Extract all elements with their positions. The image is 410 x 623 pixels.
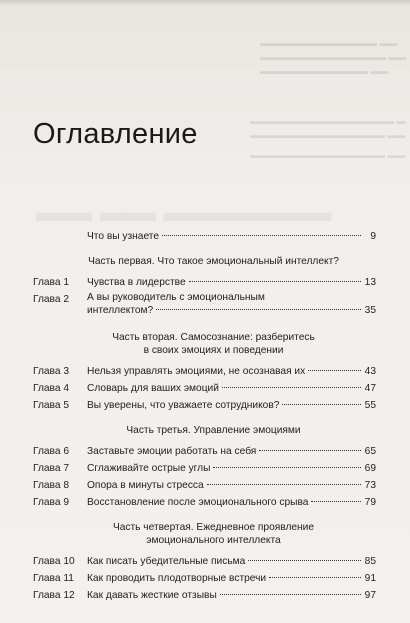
table-of-contents <box>33 228 376 604</box>
chapter-label: Глава 3 <box>33 366 70 377</box>
chapter-page: 35 <box>364 305 376 316</box>
toc-chapter-entry <box>33 363 376 380</box>
chapter-page: 73 <box>364 480 376 491</box>
chapter-title: Чувства в лидерстве <box>87 277 186 288</box>
chapter-page: 43 <box>364 366 376 377</box>
leader-dots <box>248 560 361 561</box>
part-heading <box>33 255 376 268</box>
leader-dots <box>282 404 361 405</box>
show-through-text: ▬▬▬▬▬▬▬▬▬▬▬▬▬▬▬ ▬▬ <box>250 130 406 140</box>
part-heading <box>33 521 376 547</box>
part-heading <box>33 331 376 357</box>
chapter-title: Нельзя управлять эмоциями, не осознавая их <box>87 366 306 377</box>
chapter-label: Глава 6 <box>33 446 70 457</box>
chapter-label: Глава 8 <box>33 480 70 491</box>
show-through-text: ▬▬▬▬▬▬▬▬▬▬▬▬▬ ▬▬ <box>260 38 398 48</box>
chapter-label: Глава 9 <box>33 497 70 508</box>
chapter-page: 47 <box>364 383 376 394</box>
leader-dots <box>156 309 361 310</box>
part-heading-line: эмоционального интеллекта <box>146 535 281 546</box>
chapter-page: 65 <box>364 446 376 457</box>
chapter-title: Словарь для ваших эмоций <box>87 383 219 394</box>
chapter-label: Глава 7 <box>33 463 70 474</box>
chapter-title-line: интеллектом? <box>87 305 154 316</box>
toc-intro-entry <box>33 228 376 245</box>
part-heading-line: Часть третья. Управление эмоциями <box>126 425 301 436</box>
toc-chapter-entry <box>33 443 376 460</box>
chapter-title: Заставьте эмоции работать на себя <box>87 446 257 457</box>
leader-dots <box>259 450 361 451</box>
chapter-page: 69 <box>364 463 376 474</box>
leader-dots <box>213 467 361 468</box>
toc-chapter-entry <box>33 477 376 494</box>
part-heading-line: Часть вторая. Самосознание: разберитесь <box>112 332 315 343</box>
show-through-text: ▬▬▬▬▬▬▬▬▬▬▬▬▬▬ ▬▬ <box>260 52 407 62</box>
chapter-title-line: А вы руководитель с эмоциональным <box>87 292 265 303</box>
chapter-title: Вы уверены, что уважаете сотрудников? <box>87 400 280 411</box>
chapter-title: Опора в минуты стресса <box>87 480 204 491</box>
chapter-page: 79 <box>364 497 376 508</box>
show-through-text: ▬▬▬▬▬▬▬▬▬▬▬▬▬▬▬▬ ▬ <box>250 116 406 126</box>
toc-chapter-entry <box>33 587 376 604</box>
toc-chapter-entry <box>33 494 376 511</box>
show-through-text: ▬▬▬▬▬▬▬▬▬▬▬▬ ▬▬ <box>260 66 389 76</box>
chapter-label: Глава 12 <box>33 590 75 601</box>
page-title: Оглавление <box>33 118 198 151</box>
toc-parts <box>33 255 376 604</box>
part-heading <box>33 424 376 437</box>
page-edge-shadow <box>0 0 410 6</box>
leader-dots <box>222 387 361 388</box>
toc-chapter-entry <box>33 274 376 291</box>
part-heading-line: в своих эмоциях и поведении <box>143 345 284 356</box>
chapter-title: Восстановление после эмоционального срыва <box>87 497 309 508</box>
chapter-label: Глава 4 <box>33 383 70 394</box>
toc-chapter-entry <box>33 553 376 570</box>
chapter-page: 13 <box>364 277 376 288</box>
toc-chapter-entry <box>33 570 376 587</box>
leader-dots <box>308 370 361 371</box>
toc-chapter-entry <box>33 460 376 477</box>
chapter-title: Как писать убедительные письма <box>87 556 246 567</box>
toc-intro-title: Что вы узнаете <box>87 231 160 242</box>
chapter-page: 85 <box>364 556 376 567</box>
toc-chapter-entry <box>33 291 376 321</box>
chapter-label: Глава 10 <box>33 556 75 567</box>
chapter-label: Глава 2 <box>33 294 70 305</box>
leader-dots <box>189 281 361 282</box>
chapter-page: 55 <box>364 400 376 411</box>
chapter-page: 97 <box>364 590 376 601</box>
chapter-label: Глава 5 <box>33 400 70 411</box>
part-heading-line: Часть четвертая. Ежедневное проявление <box>112 522 315 533</box>
leader-dots <box>311 501 361 502</box>
leader-dots <box>220 594 361 595</box>
leader-dots <box>269 577 361 578</box>
show-through-text: ▬▬ ▬▬ ▬▬▬▬▬▬ <box>36 196 332 227</box>
show-through-text: ▬▬▬▬▬▬▬▬▬▬▬▬▬▬▬ ▬▬ <box>250 150 406 160</box>
chapter-title: Как давать жесткие отзывы <box>87 590 217 601</box>
toc-chapter-entry <box>33 397 376 414</box>
chapter-title: Как проводить плодотворные встречи <box>87 573 267 584</box>
chapter-page: 91 <box>364 573 376 584</box>
part-heading-line: Часть первая. Что такое эмоциональный интеллект? <box>88 256 339 267</box>
chapter-label: Глава 11 <box>33 573 74 584</box>
chapter-title: Сглаживайте острые углы <box>87 463 211 474</box>
leader-dots <box>207 484 361 485</box>
chapter-label: Глава 1 <box>33 277 70 288</box>
toc-chapter-entry <box>33 380 376 397</box>
toc-intro-page: 9 <box>370 231 376 242</box>
leader-dots <box>162 235 361 236</box>
